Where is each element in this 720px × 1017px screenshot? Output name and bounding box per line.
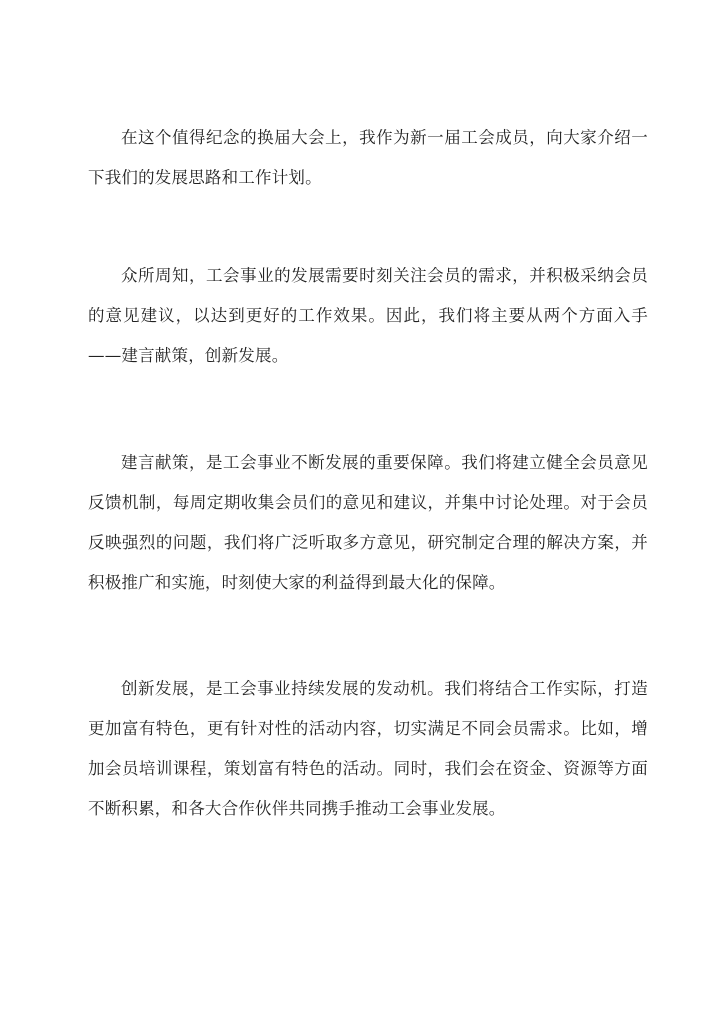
paragraph-suggestions: 建言献策，是工会事业不断发展的重要保障。我们将建立健全会员意见反馈机制，每周定期收集会员们的意见和建议，并集中讨论处理。对于会员反映强烈的问题，我们将广泛听取多方意见，研究制定合理的解决方案，并积极推广和实施，时刻使大家的利益得到最大化的保障。 bbox=[88, 453, 648, 592]
paragraph-intro: 在这个值得纪念的换届大会上，我作为新一届工会成员，向大家介绍一下我们的发展思路和工作计划。 bbox=[88, 128, 648, 187]
paragraph-approach: 众所周知，工会事业的发展需要时刻关注会员的需求，并积极采纳会员的意见建议，以达到更好的工作效果。因此，我们将主要从两个方面入手——建言献策，创新发展。 bbox=[88, 266, 648, 365]
paragraph-innovation: 创新发展，是工会事业持续发展的发动机。我们将结合工作实际，打造更加富有特色，更有针对性的活动内容，切实满足不同会员需求。比如，增加会员培训课程，策划富有特色的活动。同时，我们会在资金、资源等方面不断积累，和各大合作伙伴共同携手推动工会事业发展。 bbox=[88, 679, 648, 818]
